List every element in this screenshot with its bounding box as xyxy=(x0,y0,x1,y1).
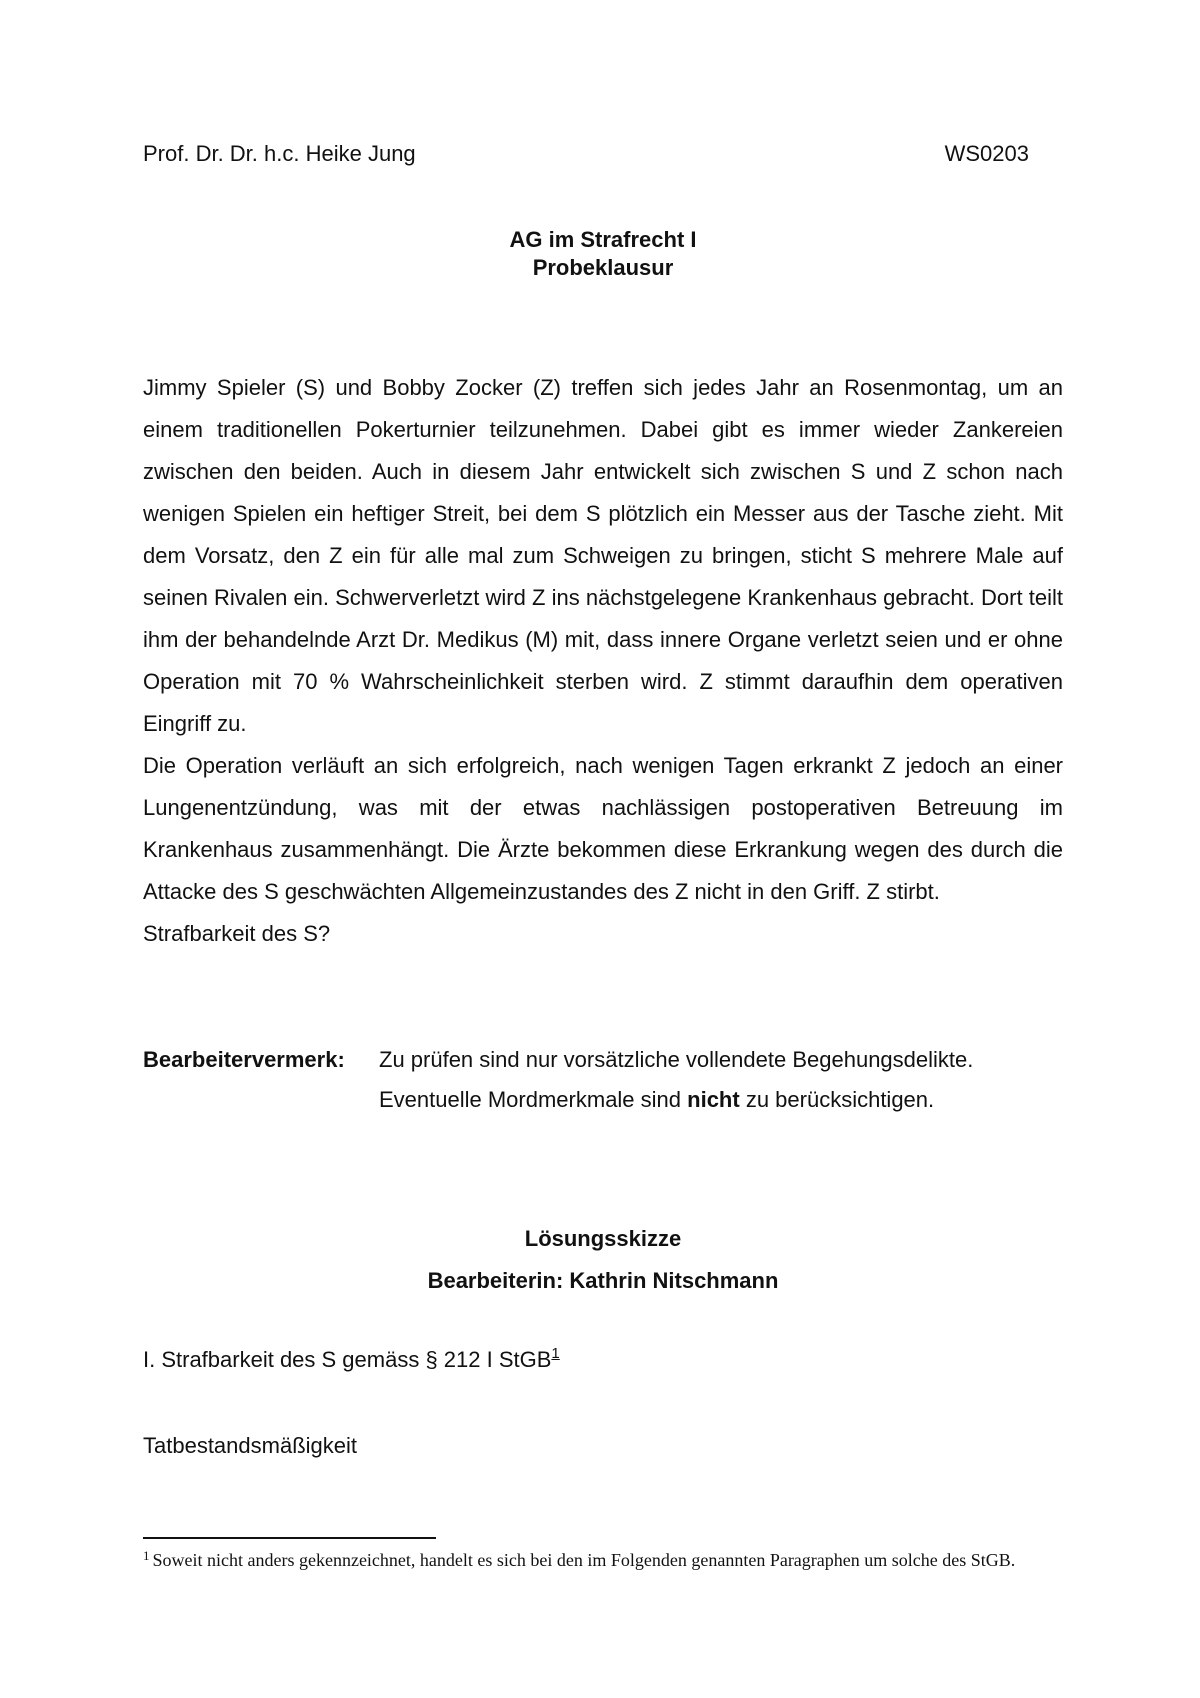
solution-author: Bearbeiterin: Kathrin Nitschmann xyxy=(427,1268,779,1293)
footnote xyxy=(143,1543,1063,1573)
editor-note-line-1: Zu prüfen sind nur vorsätzliche vollendete Begehungsdelikte. xyxy=(379,1047,974,1072)
exam-type: Probeklausur xyxy=(532,255,674,280)
course-title: AG im Strafrecht I xyxy=(509,227,697,252)
page-header xyxy=(143,141,1029,171)
semester-label: WS0203 xyxy=(944,141,1029,166)
exam-title xyxy=(143,226,1063,282)
editor-note-line-2-end: zu berücksichtigen. xyxy=(739,1087,935,1112)
editor-note-label: Bearbeitervermerk: xyxy=(143,1047,345,1072)
footnote-number: 1 xyxy=(143,1548,150,1563)
solution-title: Lösungsskizze xyxy=(524,1226,682,1251)
author-name: Prof. Dr. Dr. h.c. Heike Jung xyxy=(143,141,416,166)
footnote-divider xyxy=(143,1537,436,1539)
case-text xyxy=(143,367,1063,955)
solution-header xyxy=(143,1218,1063,1302)
case-paragraph-1: Jimmy Spieler (S) und Bobby Zocker (Z) treffen sich jedes Jahr an Rosenmontag, um an einem traditionellen Pokerturnier teilzunehmen. Dabei gibt es immer wieder Zankereien zwischen den beiden. Auch in diesem Jahr entwickelt sich zwischen S und Z schon nach wenigen Spielen ein heftiger Streit, bei dem S plötzlich ein Messer aus der Tasche zieht. Mit dem Vorsatz, den Z ein für alle mal zum Schweigen zu bringen, sticht S mehrere Male auf seinen Rivalen ein. Schwerverletzt wird Z ins nächstgelegene Krankenhaus gebracht. Dort teilt ihm der behandelnde Arzt Dr. Medikus (M) mit, dass innere Organe verletzt seien und er ohne Operation mit 70 % Wahrscheinlichkeit sterben wird. Z stimmt daraufhin dem operativen Eingriff zu. xyxy=(143,375,1063,736)
editor-note-emphasis: nicht xyxy=(687,1087,740,1112)
editor-note-text xyxy=(379,1040,1063,1120)
editor-note-line-2 xyxy=(379,1080,1063,1120)
footnote-reference: 1 xyxy=(551,1345,560,1362)
section-heading-text: I. Strafbarkeit des S gemäss § 212 I StGB xyxy=(143,1347,552,1372)
footnote-text: Soweit nicht anders gekennzeichnet, handelt es sich bei den im Folgenden genannten Paragraphen um solche des StGB. xyxy=(152,1550,1016,1570)
case-paragraph-2: Die Operation verläuft an sich erfolgreich, nach wenigen Tagen erkrankt Z jedoch an einer Lungenentzündung, was mit der etwas nachlässigen postoperativen Betreuung im Krankenhaus zusammenhängt. Die Ärzte bekommen diese Erkrankung wegen des durch die Attacke des S geschwächten Allgemeinzustandes des Z nicht in den Griff. Z stirbt. xyxy=(143,753,1063,904)
case-question: Strafbarkeit des S? xyxy=(143,921,331,946)
section-heading xyxy=(143,1345,560,1373)
section-subheading: Tatbestandsmäßigkeit xyxy=(143,1433,357,1458)
editor-note-line-2-start: Eventuelle Mordmerkmale sind xyxy=(379,1087,688,1112)
